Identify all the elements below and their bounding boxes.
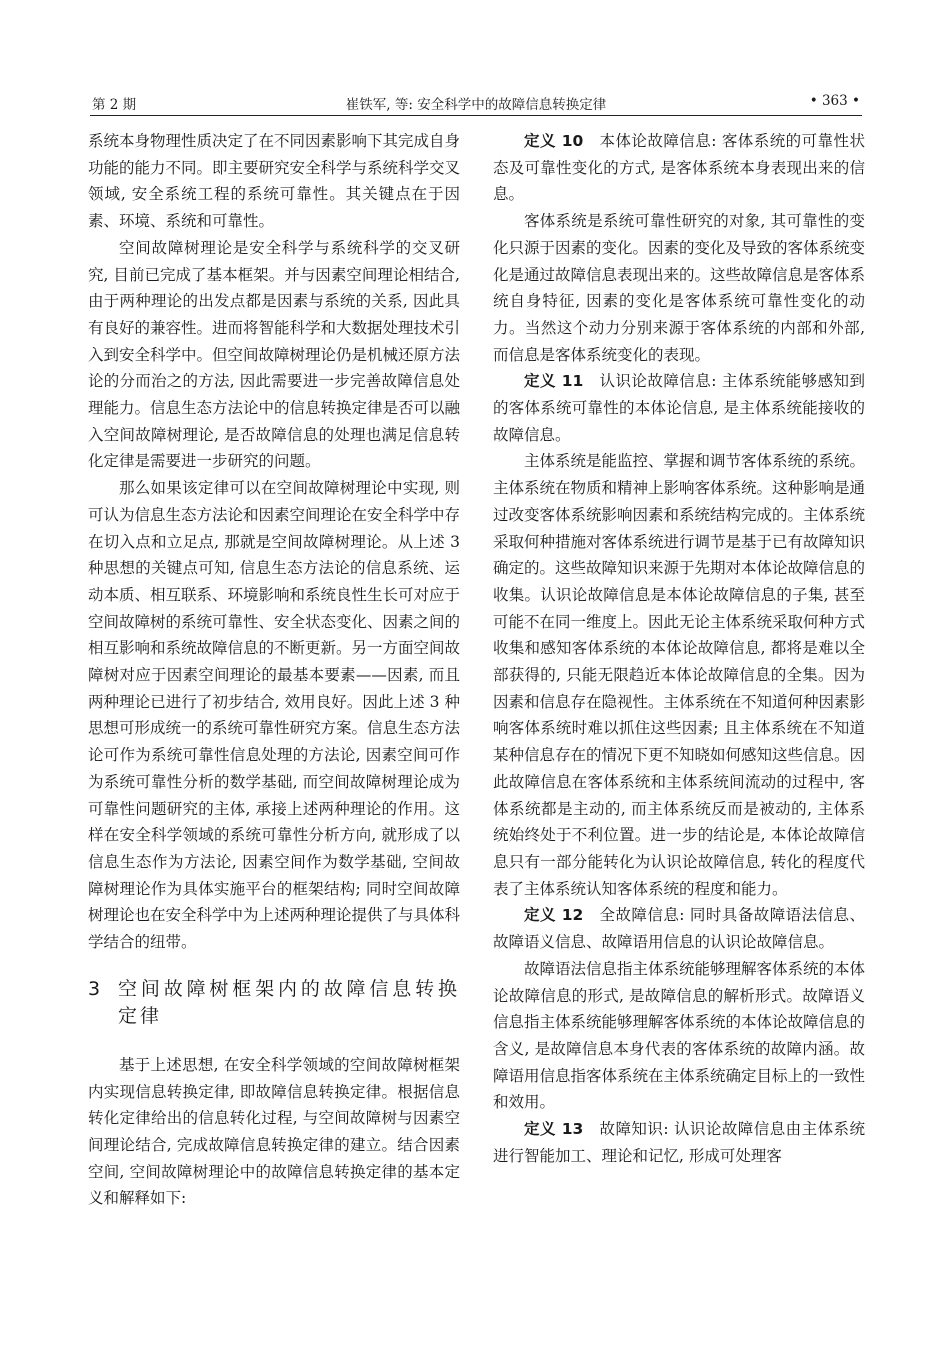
definition-11 bbox=[493, 368, 865, 448]
issue-number: 第 2 期 bbox=[92, 97, 137, 113]
running-title: 崔铁军, 等: 安全科学中的故障信息转换定律 bbox=[345, 97, 607, 113]
paragraph: 空间故障树理论是安全科学与系统科学的交叉研究, 目前已完成了基本框架。并与因素空间理论相结合, 由于两种理论的出发点都是因素与系统的关系, 因此具有良好的兼容性。进而将智能科学和大数据处理技术引入到安全科学中。但空间故障树理论仍是机械还原方法论的分而治之的方法, 因此需要进一步完善故障信息处理能力。信息生态方法论中的信息转换定律是否可以融入空间故障树理论, 是否故障信息的处理也满足信息转化定律是需要进一步研究的问题。 bbox=[88, 238, 461, 471]
definition-label: 定义 13 bbox=[524, 1120, 584, 1139]
definition-12 bbox=[493, 902, 865, 955]
definition-label: 定义 12 bbox=[524, 906, 584, 925]
definition-label: 定义 10 bbox=[524, 132, 584, 150]
definition-label: 定义 11 bbox=[524, 372, 584, 391]
paragraph: 系统本身物理性质决定了在不同因素影响下其完成自身功能的能力不同。即主要研究安全科学与系统科学交叉领域, 安全系统工程的系统可靠性。其关键点在于因素、环境、系统和可靠性。 bbox=[88, 132, 461, 231]
paragraph: 客体系统是系统可靠性研究的对象, 其可靠性的变化只源于因素的变化。因素的变化及导致的客体系统变化是通过故障信息表现出来的。这些故障信息是客体系统自身特征, 因素的变化是客体系统可靠性变化的动力。当然这个动力分别来源于客体系统的内部和外部, 而信息是客体系统变化的表现。 bbox=[493, 212, 866, 364]
page-number: • 363 • bbox=[809, 93, 860, 109]
definition-10 bbox=[493, 128, 865, 208]
paragraph: 基于上述思想, 在安全科学领域的空间故障树框架内实现信息转换定律, 即故障信息转换定律。根据信息转化定律给出的信息转化过程, 与空间故障树与因素空间理论结合, 完成故障信息转换定律的建立。结合因素空间, 空间故障树理论中的故障信息转换定律的基本定义和解释如下: bbox=[88, 1055, 460, 1208]
left-column bbox=[88, 128, 460, 1212]
definition-text: 本体论故障信息: 客体系统的可靠性状态及可靠性变化的方式, 是客体系统本身表现出来的信息。 bbox=[493, 132, 866, 204]
running-header bbox=[90, 89, 862, 116]
definition-text: 认识论故障信息: 主体系统能够感知到的客体系统可靠性的本体论信息, 是主体系统能接收的故障信息。 bbox=[493, 372, 866, 444]
definition-13 bbox=[493, 1116, 865, 1169]
paragraph: 那么如果该定律可以在空间故障树理论中实现, 则可认为信息生态方法论和因素空间理论在安全科学中存在切入点和立足点, 那就是空间故障树理论。从上述 3 种思想的关键点可知, 信息生态方法论的信息系统、运动本质、相互联系、环境影响和系统良性生长可对应于空间故障树的系统可靠性、安全状态变化、因素之间的相互影响和系统故障信息的不断更新。另一方面空间故障树对应于因素空间理论的最基本要素——因素, 而且两种理论已进行了初步结合, 效用良好。因此上述 3 种思想可形成统一的系统可靠性研究方案。信息生态方法论可作为系统可靠性信息处理的方法论, 因素空间可作为系统可靠性分析的数学基础, 而空间故障树理论成为可靠性问题研究的主体, 承接上述两种理论的作用。这样在安全科学领域的系统可靠性分析方向, 就形成了以信息生态作为方法论, 因素空间作为数学基础, 空间故障树理论作为具体实施平台的框架结构; 同时空间故障树理论也在安全科学中为上述两种理论提供了与具体科学结合的纽带。 bbox=[88, 479, 461, 952]
paragraph: 主体系统是能监控、掌握和调节客体系统的系统。主体系统在物质和精神上影响客体系统。这种影响是通过改变客体系统影响因素和系统结构完成的。主体系统采取何种措施对客体系统进行调节是基于已有故障知识确定的。这些故障知识来源于先期对本体论故障信息的收集。认识论故障信息是本体论故障信息的子集, 甚至可能不在同一维度上。因此无论主体系统采取何种方式收集和感知客体系统的本体论故障信息, 都将是难以全部获得的, 只能无限趋近本体论故障信息的全集。因为因素和信息存在隐视性。主体系统在不知道何种因素影响客体系统时难以抓住这些因素; 且主体系统在不知道某种信息存在的情况下更不知晓如何感知这些信息。因此故障信息在客体系统和主体系统间流动的过程中, 客体系统都是主动的, 而主体系统反而是被动的, 主体系统始终处于不利位置。进一步的结论是, 本体论故障信息只有一部分能转化为认识论故障信息, 转化的程度代表了主体系统认知客体系统的程度和能力。 bbox=[493, 452, 866, 898]
definition-text: 故障知识: 认识论故障信息由主体系统进行智能加工、理论和记忆, 形成可处理客 bbox=[493, 1120, 866, 1165]
right-column bbox=[493, 128, 865, 1169]
section-number: 3 bbox=[88, 977, 104, 1000]
section-heading bbox=[88, 976, 460, 1030]
definition-text: 全故障信息: 同时具备故障语法信息、故障语义信息、故障语用信息的认识论故障信息。 bbox=[493, 906, 866, 952]
paragraph: 故障语法信息指主体系统能够理解客体系统的本体论故障信息的形式, 是故障信息的解析形式。故障语义信息指主体系统能够理解客体系统的本体论故障信息的含义, 是故障信息本身代表的客体系统的故障内涵。故障语用信息指客体系统在主体系统确定目标上的一致性和效用。 bbox=[493, 959, 866, 1112]
section-title: 空间故障树框架内的故障信息转换定律 bbox=[118, 977, 460, 1027]
